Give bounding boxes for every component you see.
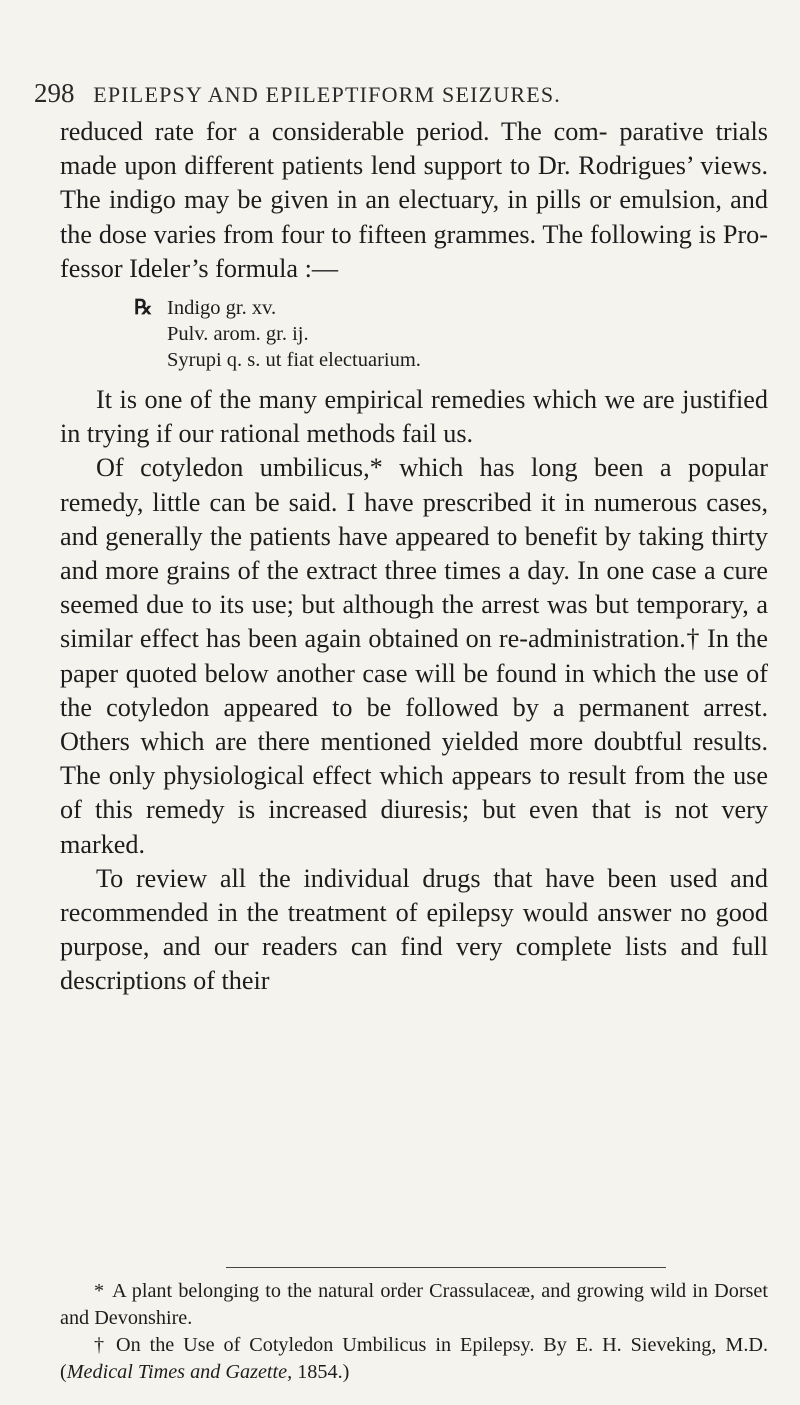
- footnote-1: [60, 1278, 768, 1332]
- footnote-1-mark: *: [94, 1280, 105, 1302]
- page-number: 298: [34, 78, 75, 108]
- paragraph-review-drugs: To review all the individual drugs that have been used and recommended in the treatment of epilepsy would answer no good purpose, and our readers can find very complete lists and full descriptions of their: [60, 863, 768, 996]
- footnote-divider: [226, 1267, 666, 1268]
- footnote-2: [60, 1332, 768, 1386]
- formula-line-3: Syrupi q. s. ut fiat electuarium.: [167, 349, 421, 372]
- formula-line-2: Pulv. arom. gr. ij.: [167, 323, 309, 346]
- footnote-1-text: A plant belonging to the natural order Crassulaceæ, and growing wild in Dorset and Devonshire.: [60, 1280, 768, 1329]
- paragraph-empirical-remedies: It is one of the many empirical remedies which we are justified in trying if our rational methods fail us.: [60, 385, 768, 449]
- footnote-2-source: Medical Times and Gazette,: [66, 1361, 293, 1383]
- footnote-ref-dagger: †: [685, 624, 700, 654]
- paragraph-cotyledon-end: In the paper quoted below another case will be found in which the use of the cotyledon appeared to be followed by a permanent arrest. Others which are there mentioned yielded more doubtful results. The only physiological effect which appears to result from the use of this remedy is increased diuresis; but even that is not very marked.: [60, 624, 768, 859]
- paragraph-cotyledon: [60, 451, 768, 861]
- footnote-2-year: 1854.): [292, 1361, 350, 1383]
- prescription-formula: [134, 295, 768, 373]
- footnote-2-text: On the Use of Cotyledon Umbilicus in Epilepsy. By E. H. Sieveking, M.D. (: [60, 1334, 769, 1383]
- body-text: [60, 115, 768, 999]
- formula-line-1: [134, 295, 768, 321]
- footnotes: [60, 1278, 768, 1386]
- formula-ingredient-indigo: Indigo gr. xv.: [167, 297, 277, 320]
- running-title: EPILEPSY AND EPILEPTIFORM SEIZURES.: [93, 82, 561, 107]
- running-head: [34, 78, 754, 109]
- paragraph-cotyledon-start: Of cotyledon umbilicus,: [96, 453, 370, 483]
- footnote-ref-asterisk: *: [369, 453, 383, 483]
- footnote-2-mark: †: [94, 1334, 108, 1356]
- paragraph-cotyledon-middle: which has long been a popular remedy, little can be said. I have prescribed it in numerous cases, and generally the patients have appeared to benefit by taking thirty and more grains of the extract three times a day. In one case a cure seemed due to its use; but although the arrest was but temporary, a similar effect has been again obtained on re-administration.: [60, 453, 768, 654]
- recipe-symbol-icon: ℞: [134, 297, 153, 320]
- paragraph-continued: reduced rate for a considerable period. The com- parative trials made upon different patients lend support to Dr. Rodrigues’ views. The indigo may be given in an electuary, in pills or emulsion, and the dose varies from four to fifteen grammes. The following is Pro- fessor Ideler’s formula :—: [60, 117, 768, 283]
